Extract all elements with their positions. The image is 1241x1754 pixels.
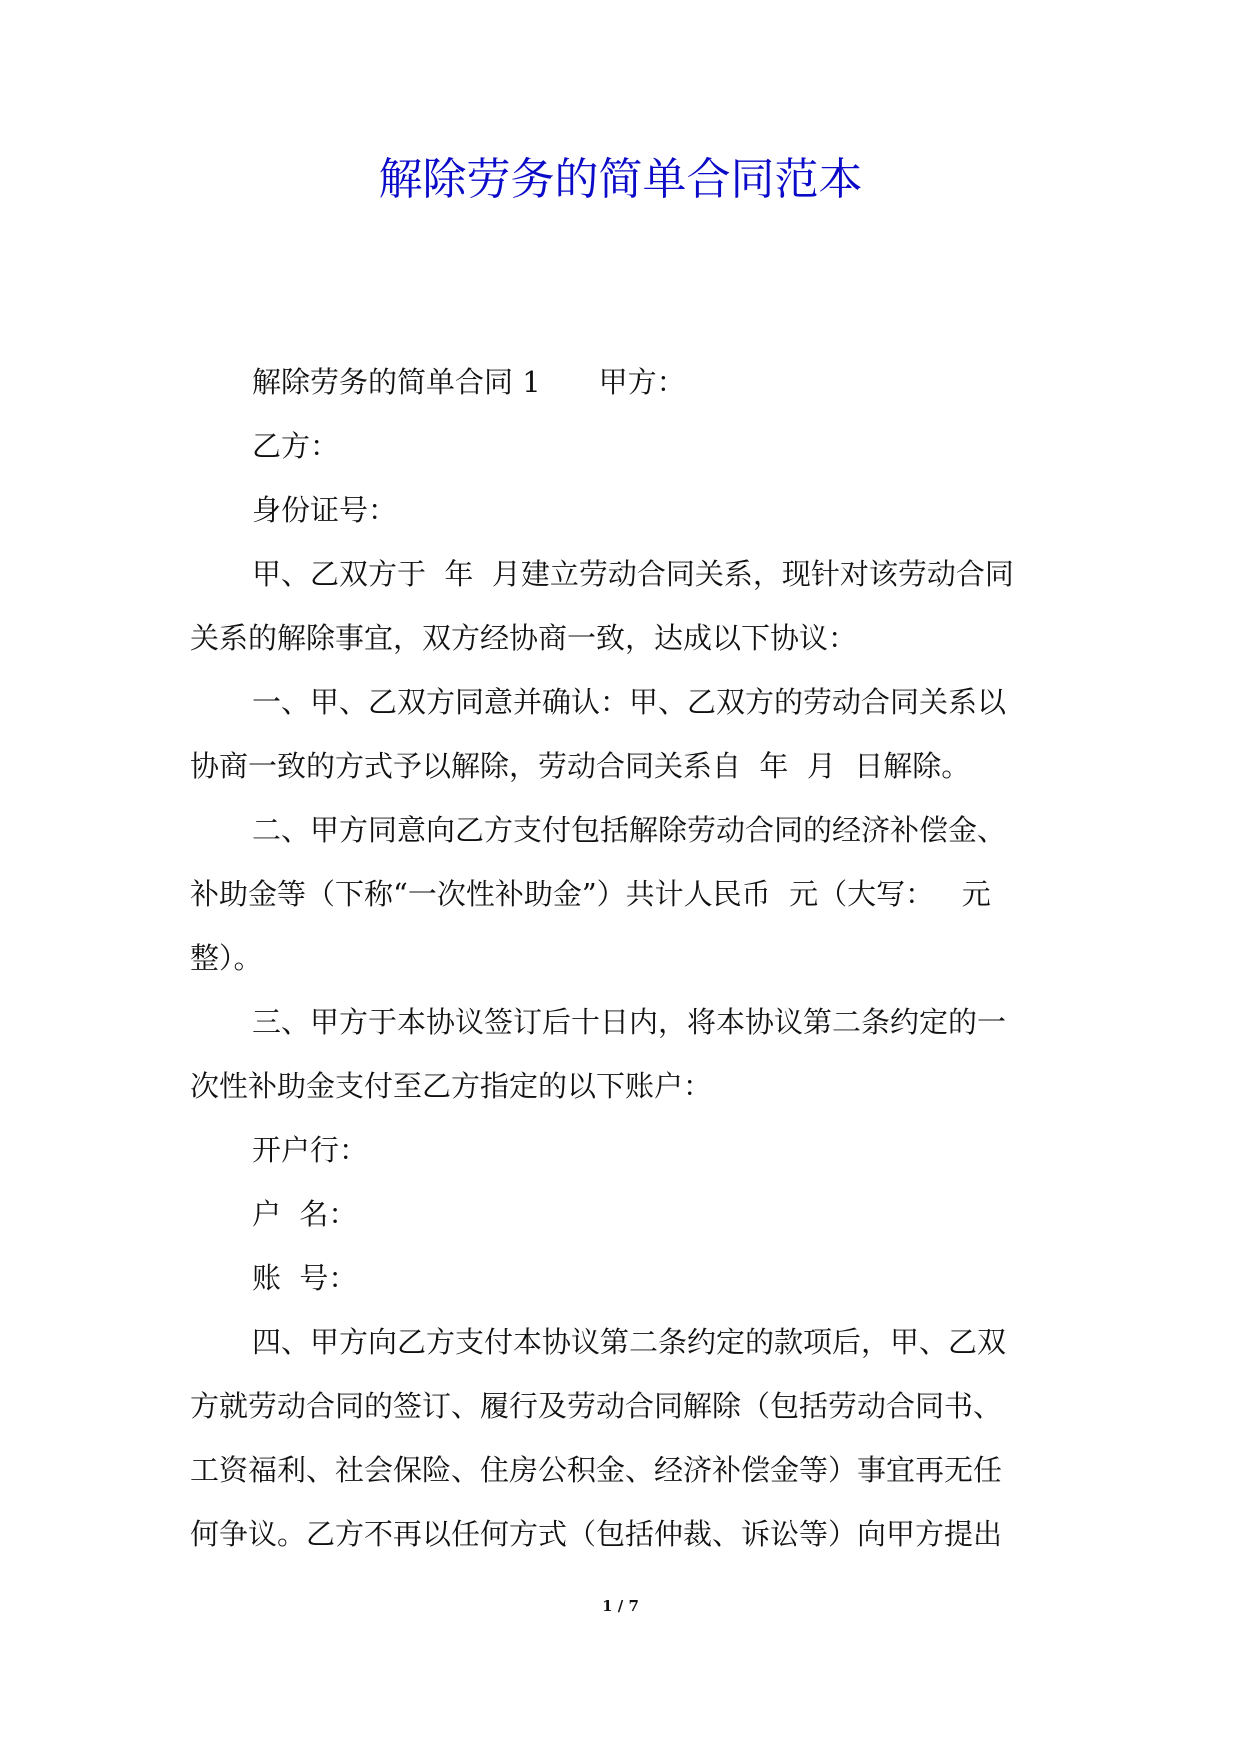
body-line: 户 名： (252, 1197, 358, 1231)
body-line: 三、甲方于本协议签订后十日内，将本协议第二条约定的一 (252, 1005, 1007, 1039)
body-line: 次性补助金支付至乙方指定的以下账户： (190, 1069, 713, 1103)
body-line: 协商一致的方式予以解除，劳动合同关系自 年 月 日解除。 (190, 749, 971, 783)
body-line: 补助金等（下称“一次性补助金”）共计人民币 元（大写： 元 (190, 877, 991, 911)
body-line: 关系的解除事宜，双方经协商一致，达成以下协议： (190, 621, 858, 655)
body-line: 解除劳务的简单合同 1 甲方： (252, 365, 686, 399)
page-number: 1 / 7 (602, 1597, 639, 1615)
document-body (190, 350, 1052, 1566)
body-line: 四、甲方向乙方支付本协议第二条约定的款项后，甲、乙双 (252, 1325, 1007, 1359)
body-line: 整）。 (190, 941, 263, 975)
body-line: 开户行： (252, 1133, 369, 1167)
body-line: 何争议。乙方不再以任何方式（包括仲裁、诉讼等）向甲方提出 (190, 1517, 1003, 1551)
document-title: 解除劳务的简单合同范本 (378, 154, 863, 205)
body-line: 工资福利、社会保险、住房公积金、经济补偿金等）事宜再无任 (190, 1453, 1003, 1487)
body-line: 身份证号： (252, 493, 398, 527)
body-line: 账 号： (252, 1261, 358, 1295)
body-line: 甲、乙双方于 年 月建立劳动合同关系，现针对该劳动合同 (252, 557, 1014, 591)
body-line: 一、甲、乙双方同意并确认：甲、乙双方的劳动合同关系以 (252, 685, 1007, 719)
body-line: 二、甲方同意向乙方支付包括解除劳动合同的经济补偿金、 (252, 813, 1007, 847)
body-line: 乙方： (252, 429, 340, 463)
body-line: 方就劳动合同的签订、履行及劳动合同解除（包括劳动合同书、 (190, 1389, 1003, 1423)
